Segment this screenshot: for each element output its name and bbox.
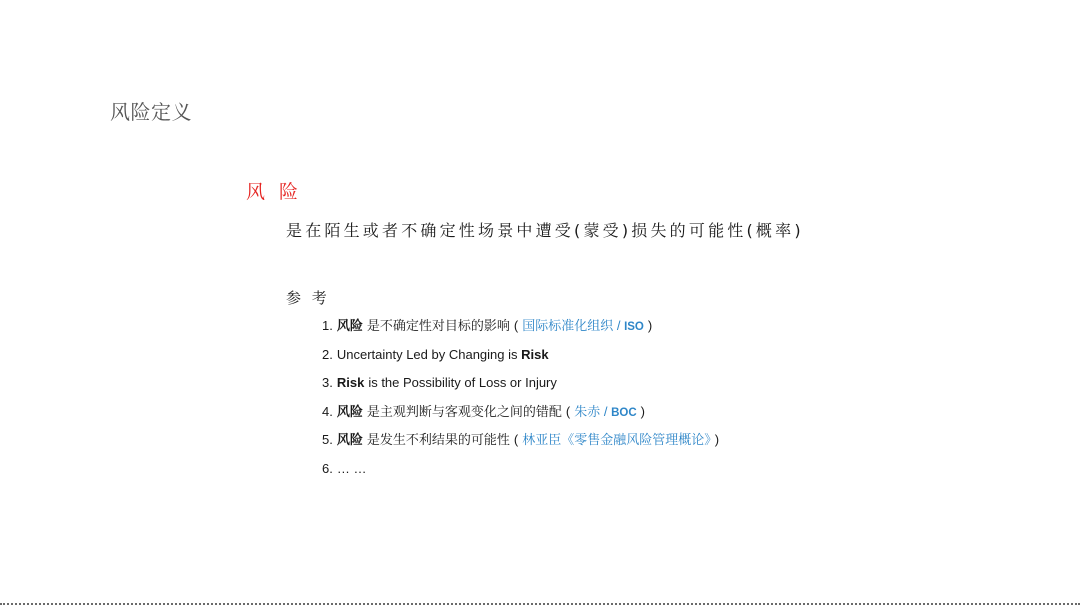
definition-text: 是在陌生或者不确定性场景中遭受(蒙受)损失的可能性(概率) <box>286 221 804 240</box>
reference-number: 5. <box>322 432 333 447</box>
reference-heading: 参 考 <box>286 289 330 307</box>
close-paren: ) <box>640 403 645 419</box>
reference-item-4 <box>322 402 723 431</box>
reference-text: 是不确定性对目标的影响 <box>366 318 510 333</box>
reference-number: 3. <box>322 375 333 390</box>
reference-source-abbr: ISO <box>624 321 644 333</box>
reference-text: 是主观判断与客观变化之间的错配 <box>366 403 562 419</box>
reference-term: Risk <box>521 346 549 362</box>
reference-source: 林亚臣《零售金融风险管理概论》 <box>522 432 711 447</box>
reference-number: 6. <box>322 460 333 476</box>
reference-text: Uncertainty Led by Changing is <box>336 346 522 362</box>
reference-source: 朱赤 / <box>574 403 612 419</box>
reference-term: 风险 <box>336 318 363 333</box>
reference-term: 风险 <box>336 403 363 419</box>
reference-source: 国际标准化组织 / <box>522 318 625 333</box>
slide-title: 风险定义 <box>110 100 192 124</box>
reference-item-5 <box>322 430 723 459</box>
open-paren: ( <box>513 432 519 447</box>
reference-number: 4. <box>322 403 333 419</box>
reference-text: is the Possibility of Loss or Injury <box>368 375 557 390</box>
reference-text: 是发生不利结果的可能性 <box>366 432 510 447</box>
open-paren: ( <box>513 318 519 333</box>
reference-term: Risk <box>336 375 365 390</box>
reference-item-2 <box>322 345 723 374</box>
reference-item-3 <box>322 373 723 402</box>
reference-source-abbr: BOC <box>611 406 637 419</box>
reference-text: … … <box>336 460 367 476</box>
close-paren: ) <box>714 432 720 447</box>
term-heading: 风 险 <box>246 181 303 203</box>
open-paren: ( <box>565 403 571 419</box>
reference-number: 2. <box>322 346 333 362</box>
reference-item-1 <box>322 316 723 345</box>
reference-list <box>322 316 723 487</box>
bottom-dotted-divider <box>0 603 1080 605</box>
reference-term: 风险 <box>336 432 363 447</box>
reference-item-6 <box>322 459 723 488</box>
close-paren: ) <box>647 318 653 333</box>
reference-number: 1. <box>322 318 333 333</box>
